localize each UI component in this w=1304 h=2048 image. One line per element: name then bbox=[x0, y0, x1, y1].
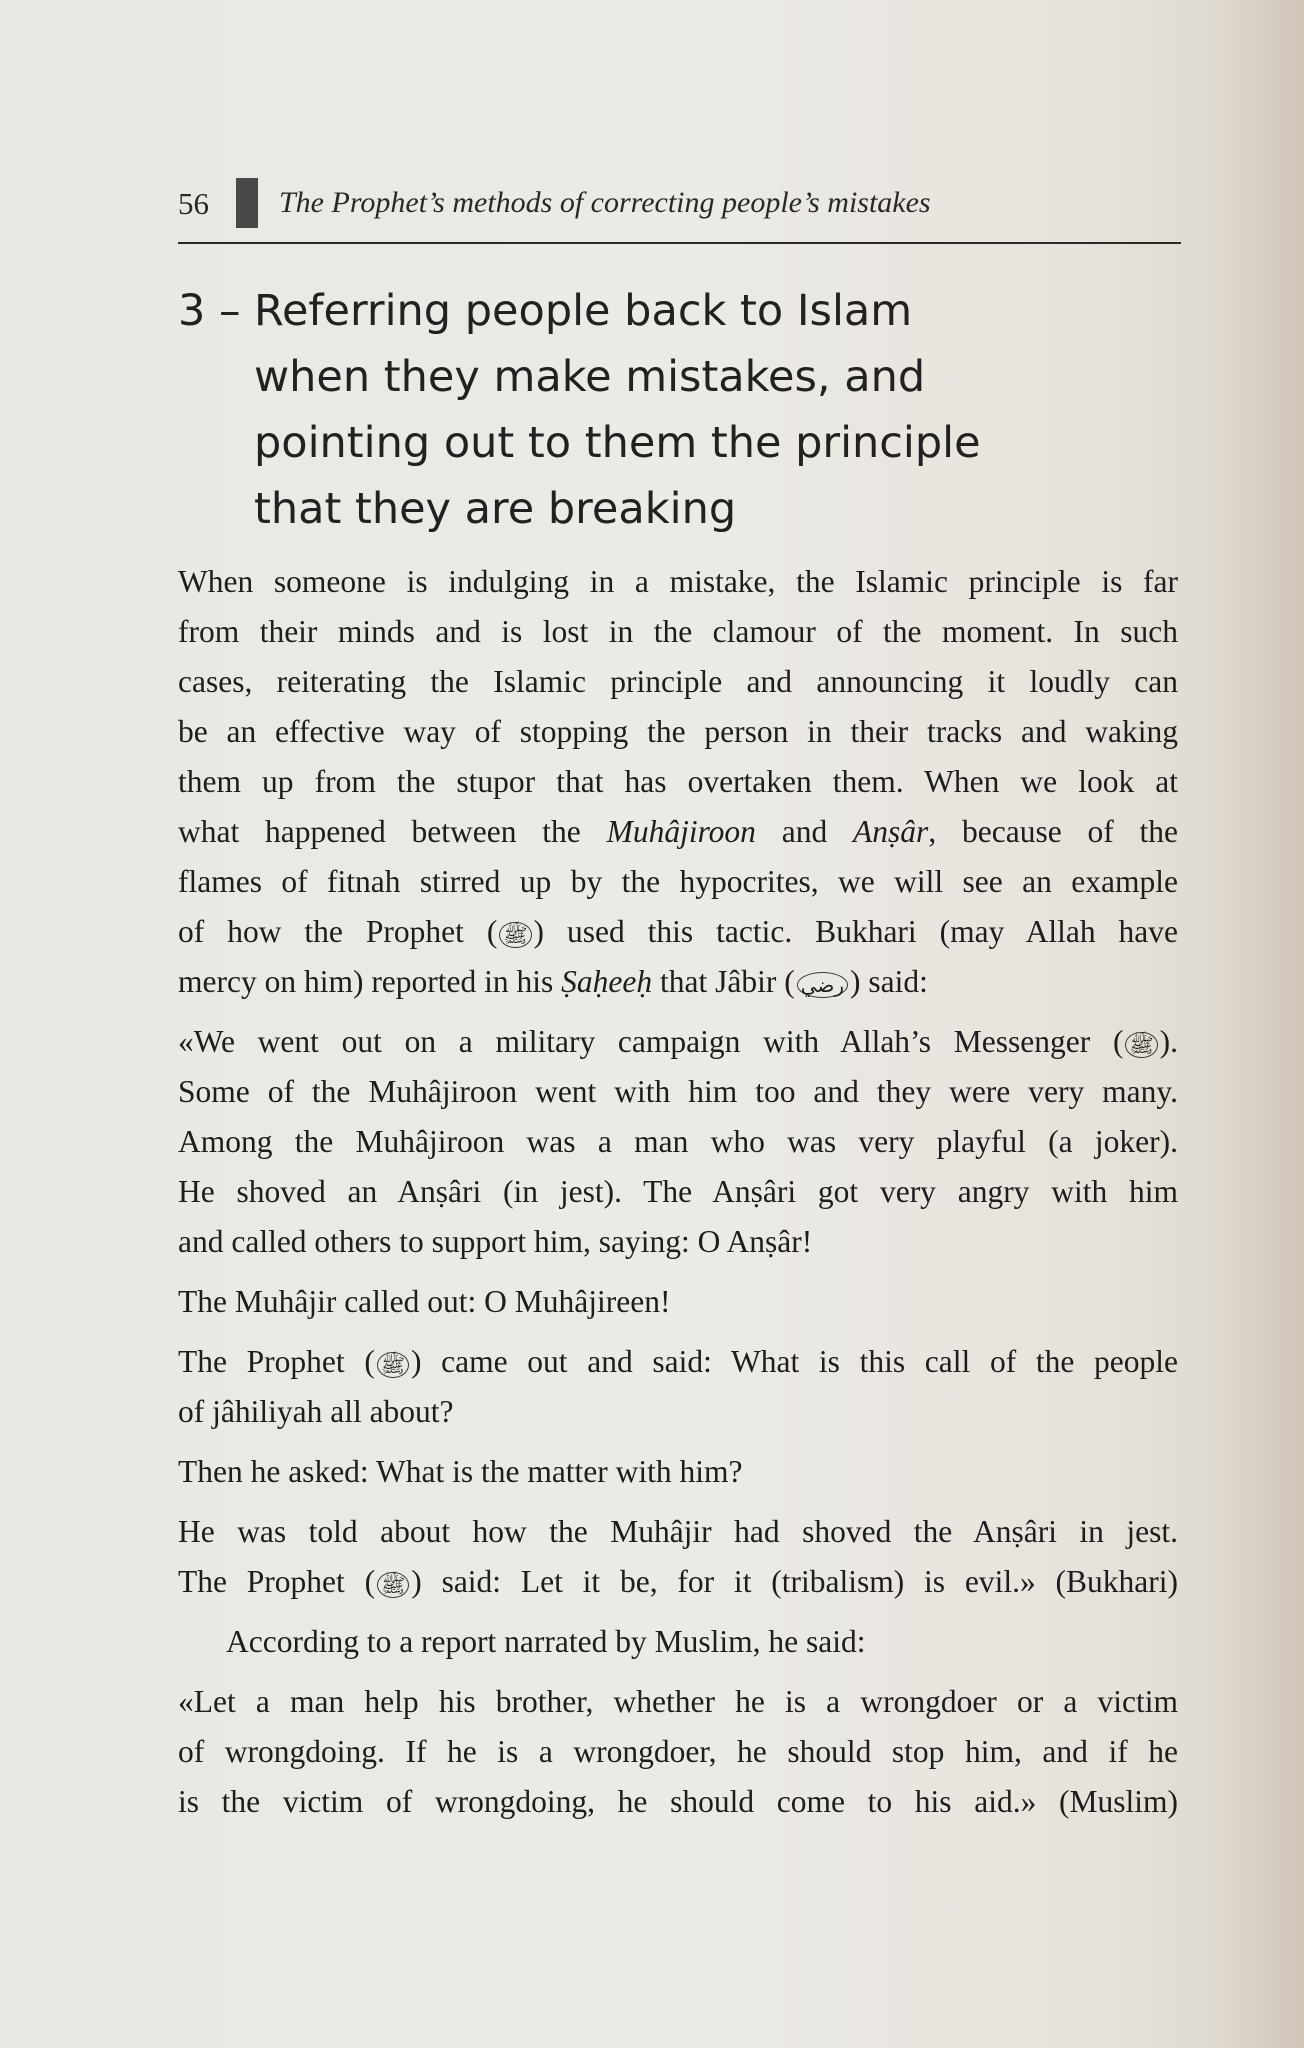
text-span: ) said: Let it be, for it (tribalism) is evil.» (Bukhari) bbox=[411, 1564, 1178, 1599]
text-line: The Muhâjir called out: O Muhâjireen! bbox=[178, 1284, 671, 1319]
text-line bbox=[178, 807, 1178, 857]
text-span: what happened between the bbox=[178, 814, 581, 849]
page-shadow bbox=[1214, 0, 1304, 2048]
text-span: ) used this tactic. Bukhari (may Allah have bbox=[533, 914, 1178, 949]
text-line: «Let a man help his brother, whether he is a wrongdoer or a victim bbox=[178, 1684, 1178, 1719]
section-title-line: pointing out to them the principle bbox=[254, 418, 981, 468]
text-span: mercy on him) reported in his bbox=[178, 964, 554, 999]
section-title-line: Referring people back to Islam bbox=[254, 286, 913, 336]
text-span: of how the Prophet ( bbox=[178, 914, 498, 949]
term-muhajiroon: Muhâjiroon bbox=[606, 814, 756, 849]
text-line: and called others to support him, saying: O Anṣâr! bbox=[178, 1224, 813, 1259]
text-span: ). bbox=[1159, 1024, 1178, 1059]
body-text bbox=[178, 557, 1178, 1827]
text-line: flames of fitnah stirred up by the hypocrites, we will see an example bbox=[178, 864, 1178, 899]
text-span: «We went out on a military campaign with Allah’s Messenger ( bbox=[178, 1024, 1124, 1059]
header-bar bbox=[236, 178, 258, 228]
section-title-line: that they are breaking bbox=[254, 484, 737, 534]
salla-honorific-icon: ﷺ bbox=[499, 922, 531, 948]
page-number: 56 bbox=[178, 186, 209, 221]
text-line: from their minds and is lost in the clamour of the moment. In such bbox=[178, 614, 1178, 649]
text-line bbox=[178, 1557, 1178, 1607]
text-line bbox=[178, 907, 1178, 957]
text-line: Some of the Muhâjiroon went with him too and they were very many. bbox=[178, 1074, 1178, 1109]
text-line bbox=[178, 957, 1178, 1007]
text-line bbox=[178, 1017, 1178, 1067]
text-line: them up from the stupor that has overtaken them. When we look at bbox=[178, 764, 1178, 799]
salla-honorific-icon: ﷺ bbox=[377, 1572, 409, 1598]
radi-honorific-icon: رضي bbox=[797, 972, 848, 998]
page-header bbox=[178, 178, 1181, 244]
text-line: cases, reiterating the Islamic principle and announcing it loudly can bbox=[178, 664, 1178, 699]
text-line bbox=[178, 1337, 1178, 1387]
text-span: The Prophet ( bbox=[178, 1564, 376, 1599]
section-number: 3 – bbox=[178, 286, 241, 336]
running-title: The Prophet’s methods of correcting people’s mistakes bbox=[279, 186, 931, 219]
text-span: ) said: bbox=[850, 964, 928, 999]
salla-honorific-icon: ﷺ bbox=[1125, 1032, 1157, 1058]
text-line: Among the Muhâjiroon was a man who was very playful (a joker). bbox=[178, 1124, 1178, 1159]
text-line: of jâhiliyah all about? bbox=[178, 1394, 454, 1429]
text-line: of wrongdoing. If he is a wrongdoer, he should stop him, and if he bbox=[178, 1734, 1178, 1769]
text-line: He shoved an Anṣâri (in jest). The Anṣâri got very angry with him bbox=[178, 1174, 1178, 1209]
text-line: is the victim of wrongdoing, he should come to his aid.» (Muslim) bbox=[178, 1784, 1178, 1819]
salla-honorific-icon: ﷺ bbox=[377, 1352, 409, 1378]
text-span: , because of the bbox=[928, 814, 1179, 849]
term-saheeh: Ṣaḥeeḥ bbox=[561, 964, 653, 999]
text-line: Then he asked: What is the matter with him? bbox=[178, 1454, 743, 1489]
section-title-line: when they make mistakes, and bbox=[254, 352, 926, 402]
text-span: The Prophet ( bbox=[178, 1344, 375, 1379]
text-line: When someone is indulging in a mistake, the Islamic principle is far bbox=[178, 564, 1178, 599]
term-ansar: Anṣâr bbox=[853, 814, 929, 849]
text-line: be an effective way of stopping the person in their tracks and waking bbox=[178, 714, 1178, 749]
text-span: and bbox=[781, 814, 828, 849]
text-line: He was told about how the Muhâjir had shoved the Anṣâri in jest. bbox=[178, 1514, 1178, 1549]
text-line: According to a report narrated by Muslim, he said: bbox=[226, 1624, 866, 1659]
text-span: that Jâbir ( bbox=[660, 964, 795, 999]
text-span: ) came out and said: What is this call of the people bbox=[411, 1344, 1178, 1379]
